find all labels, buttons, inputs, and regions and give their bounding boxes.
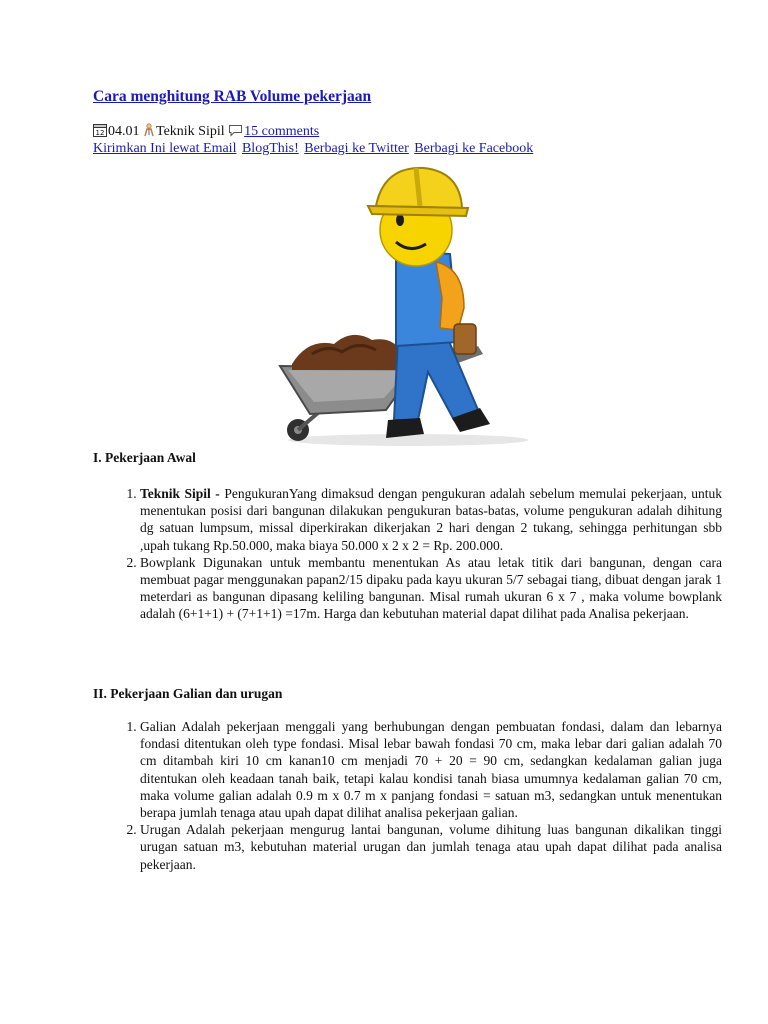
share-facebook-link[interactable]: Berbagi ke Facebook <box>414 141 534 156</box>
section-list <box>93 485 722 623</box>
post-meta <box>93 123 319 142</box>
construction-worker-illustration <box>268 158 528 450</box>
list-item <box>140 718 722 821</box>
item-text: Urugan Adalah pekerjaan mengurug lantai bangunan, volume dihitung luas bangunan dikalikan tinggi urugan satuan m3, kebutuhan material urugan dan jumlah tenaga atau upah dapat dilihat pada analisa pekerjaan. <box>140 822 722 872</box>
list-item <box>140 554 722 623</box>
svg-text:12: 12 <box>95 129 105 137</box>
post-date: 04.01 <box>108 124 140 139</box>
section-heading: I. Pekerjaan Awal <box>93 450 196 465</box>
share-twitter-link[interactable]: Berbagi ke Twitter <box>304 141 409 156</box>
post-title-link[interactable]: Cara menghitung RAB Volume pekerjaan <box>93 88 372 105</box>
list-item <box>140 485 722 554</box>
item-text: PengukuranYang dimaksud dengan pengukuran adalah sebelum memulai pekerjaan, untuk menentukan posisi dari bangunan dilakukan pengukuran batas-batas, volume pengukuran adalah dihitung dg satuan lumpsum, missal diperkirakan dikerjakan 2 hari dengan 2 tukang, sehingga perhitungan sbb ,upah tukang Rp.50.000, maka biaya 50.000 x 2 x 2 = Rp. 200.000. <box>140 486 723 553</box>
item-lead: Teknik Sipil - <box>140 486 225 501</box>
item-text: Galian Adalah pekerjaan menggali yang berhubungan dengan pembuatan fondasi, dalam dan lebarnya fondasi ditentukan oleh type fondasi. Misal lebar bawah fondasi 70 cm, maka lebar dari galian adalah 70 cm ditambah kiri 10 cm kanan10 cm menjadi 70 + 20 = 90 cm, sedangkan kedalaman galian juga ditentukan oleh keadaan tanah baik, tetapi kalau kondisi tanah biasa umumnya kedalaman galian 70 cm, maka volume galian adalah 0.9 m x 0.7 m x panjang fondasi = satuan m3, sedangkan untuk menentukan berapa jumlah tenaga atau upah dapat dilihat analisa pekerjaan galian. <box>140 719 722 821</box>
comment-icon <box>228 124 243 142</box>
share-links <box>93 141 535 157</box>
list-item <box>140 821 722 873</box>
section-heading: II. Pekerjaan Galian dan urugan <box>93 686 283 701</box>
item-text: Bowplank Digunakan untuk membantu menentukan As atau letak titik dari bangunan, dengan cara membuat pagar menggunakan papan2/15 dipaku pada kayu ukuran 5/7 sebagai tiang, dibuat dengan jarak 1 meterdari as bangunan dipasang keliling bangunan. Misal rumah ukuran 6 x 7 , maka volume bowplank adalah (6+1+1) + (7+1+1) =17m. Harga dan kebutuhan material dapat dilihat pada Analisa pekerjaan. <box>140 554 722 622</box>
share-email-link[interactable]: Kirimkan Ini lewat Email <box>93 141 237 156</box>
author-icon <box>143 123 155 142</box>
calendar-icon <box>93 123 107 142</box>
section-list <box>93 718 722 873</box>
comments-link[interactable]: 15 comments <box>244 124 320 139</box>
post-author: Teknik Sipil <box>156 124 225 139</box>
blogthis-link[interactable]: BlogThis! <box>241 141 299 156</box>
